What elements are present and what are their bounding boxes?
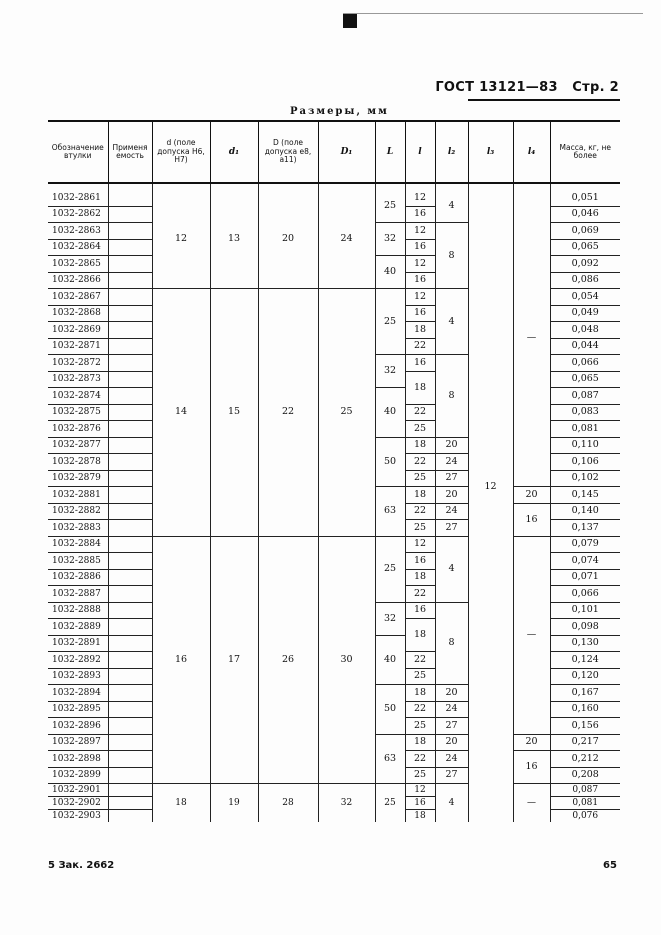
cell-l2: 27 [435,520,468,537]
cell-l4: 20 [513,734,550,751]
cell-l: 22 [405,652,435,669]
applicability-cell [108,553,152,570]
applicability-cell [108,734,152,751]
cell-l2: 20 [435,487,468,504]
applicability-cell [108,520,152,537]
mass-value: 0,071 [550,569,620,586]
part-code: 1032-2868 [48,305,108,322]
part-code: 1032-2892 [48,652,108,669]
cell-l: 18 [405,734,435,751]
mass-value: 0,046 [550,206,620,223]
cell-l: 16 [405,206,435,223]
cell-l4: 16 [513,503,550,536]
cell-l: 25 [405,470,435,487]
order-number: 5 Зак. 2662 [48,860,115,871]
mass-value: 0,065 [550,239,620,256]
spacer-cell [513,183,550,190]
part-code: 1032-2893 [48,668,108,685]
spacer-cell [48,183,108,190]
mass-value: 0,081 [550,797,620,810]
cell-l2: 20 [435,437,468,454]
cell-l4: — [513,536,550,734]
mass-value: 0,065 [550,371,620,388]
cell-l: 25 [375,784,405,823]
part-code: 1032-2874 [48,388,108,405]
cell-l: 18 [405,685,435,702]
cell-l: 63 [375,734,405,784]
applicability-cell [108,718,152,735]
cell-l: 22 [405,454,435,471]
part-code: 1032-2885 [48,553,108,570]
standard-number: ГОСТ 13121—83 [435,80,558,95]
part-code: 1032-2866 [48,272,108,289]
part-code: 1032-2889 [48,619,108,636]
part-code: 1032-2881 [48,487,108,504]
part-code: 1032-2899 [48,767,108,784]
cell-l2: 27 [435,470,468,487]
spacer-cell [258,183,318,190]
applicability-cell [108,206,152,223]
cell-d: 14 [152,289,210,537]
part-code: 1032-2896 [48,718,108,735]
cell-l: 16 [405,553,435,570]
cell-l: 22 [405,404,435,421]
spacer-cell [405,183,435,190]
part-code: 1032-2872 [48,355,108,372]
part-code: 1032-2869 [48,322,108,339]
cell-l: 12 [405,536,435,553]
applicability-cell [108,797,152,810]
cell-l: 16 [405,239,435,256]
mass-value: 0,086 [550,272,620,289]
cell-d: 20 [258,190,318,289]
part-code: 1032-2863 [48,223,108,240]
cell-l: 18 [405,619,435,652]
cell-l2: 27 [435,767,468,784]
mass-value: 0,208 [550,767,620,784]
applicability-cell [108,190,152,206]
applicability-cell [108,223,152,240]
applicability-cell [108,289,152,306]
mass-value: 0,066 [550,586,620,603]
applicability-cell [108,305,152,322]
applicability-cell [108,355,152,372]
applicability-cell [108,437,152,454]
cell-l: 63 [375,487,405,537]
cell-l: 16 [405,602,435,619]
column-header: l [405,121,435,183]
applicability-cell [108,668,152,685]
page-number: 65 [603,860,617,871]
cell-l4: 20 [513,487,550,504]
cell-d: 26 [258,536,318,784]
cell-l2: 20 [435,685,468,702]
column-header: d₁ [210,121,258,183]
part-code: 1032-2864 [48,239,108,256]
cell-l: 25 [405,668,435,685]
mass-value: 0,120 [550,668,620,685]
cell-d: 16 [152,536,210,784]
part-code: 1032-2871 [48,338,108,355]
mass-value: 0,049 [550,305,620,322]
applicability-cell [108,503,152,520]
part-code: 1032-2887 [48,586,108,603]
part-code: 1032-2879 [48,470,108,487]
applicability-cell [108,239,152,256]
spacer-cell [318,183,375,190]
column-header: D (поле допуска e8, a11) [258,121,318,183]
cell-l: 22 [405,503,435,520]
cell-l: 32 [375,355,405,388]
spacer-row [48,183,620,190]
cell-l: 16 [405,797,435,810]
column-header: Обозначение втулки [48,121,108,183]
spacer-cell [210,183,258,190]
part-code: 1032-2884 [48,536,108,553]
cell-l: 40 [375,635,405,685]
mass-value: 0,098 [550,619,620,636]
mass-value: 0,167 [550,685,620,702]
applicability-cell [108,569,152,586]
cell-l: 18 [405,437,435,454]
cell-l: 40 [375,388,405,438]
applicability-cell [108,635,152,652]
cell-d1: 17 [210,536,258,784]
applicability-cell [108,470,152,487]
cell-l: 25 [405,421,435,438]
part-code: 1032-2862 [48,206,108,223]
applicability-cell [108,810,152,823]
cell-l: 32 [375,602,405,635]
spacer-cell [152,183,210,190]
cell-l: 16 [405,272,435,289]
dimensions-table [48,120,620,822]
column-header: l₃ [468,121,513,183]
cell-d1: 30 [318,536,375,784]
applicability-cell [108,338,152,355]
mass-value: 0,110 [550,437,620,454]
cell-l2: 8 [435,355,468,438]
applicability-cell [108,784,152,797]
cell-l: 25 [405,767,435,784]
cell-l2: 4 [435,784,468,823]
column-header: L [375,121,405,183]
cell-l: 12 [405,784,435,797]
applicability-cell [108,388,152,405]
applicability-cell [108,767,152,784]
cell-l2: 4 [435,190,468,223]
mass-value: 0,051 [550,190,620,206]
cell-l: 18 [405,487,435,504]
spacer-cell [108,183,152,190]
applicability-cell [108,256,152,273]
mass-value: 0,156 [550,718,620,735]
cell-l: 25 [405,520,435,537]
applicability-cell [108,421,152,438]
cell-l2: 20 [435,734,468,751]
table-body [48,183,620,822]
mass-value: 0,212 [550,751,620,768]
mass-value: 0,124 [550,652,620,669]
mass-value: 0,083 [550,404,620,421]
cell-l: 50 [375,685,405,735]
part-code: 1032-2897 [48,734,108,751]
cell-l2: 4 [435,289,468,355]
part-code: 1032-2877 [48,437,108,454]
column-header: d (поле допуска H6, H7) [152,121,210,183]
table-header-row [48,121,620,183]
cell-l2: 8 [435,223,468,289]
cell-l2: 24 [435,503,468,520]
part-code: 1032-2865 [48,256,108,273]
applicability-cell [108,404,152,421]
column-header: D₁ [318,121,375,183]
applicability-cell [108,454,152,471]
cell-l: 40 [375,256,405,289]
mass-value: 0,079 [550,536,620,553]
cell-l: 16 [405,305,435,322]
cell-d1: 32 [318,784,375,823]
applicability-cell [108,652,152,669]
mass-value: 0,217 [550,734,620,751]
part-code: 1032-2894 [48,685,108,702]
part-code: 1032-2876 [48,421,108,438]
spacer-cell [435,183,468,190]
cell-l: 22 [405,586,435,603]
spacer-cell [375,183,405,190]
part-code: 1032-2888 [48,602,108,619]
cell-l: 32 [375,223,405,256]
mass-value: 0,066 [550,355,620,372]
cell-l4: — [513,190,550,487]
cell-l: 22 [405,338,435,355]
cell-l3 [468,784,513,823]
cell-l: 18 [405,569,435,586]
cell-l: 16 [405,355,435,372]
applicability-cell [108,586,152,603]
cell-l4: 16 [513,751,550,784]
cell-l3: 12 [468,190,513,784]
cell-l: 18 [405,810,435,823]
cell-l: 12 [405,256,435,273]
table-row [48,784,620,797]
table-caption: Размеры, мм [290,106,389,117]
table-row [48,536,620,553]
cell-d1: 15 [210,289,258,537]
cell-d1: 13 [210,190,258,289]
column-header: Применяемость [108,121,152,183]
mass-value: 0,102 [550,470,620,487]
mass-value: 0,081 [550,421,620,438]
part-code: 1032-2861 [48,190,108,206]
cell-l2: 4 [435,536,468,602]
part-code: 1032-2875 [48,404,108,421]
part-code: 1032-2898 [48,751,108,768]
mass-value: 0,044 [550,338,620,355]
page-label: Стр. 2 [572,80,619,95]
mass-value: 0,069 [550,223,620,240]
mass-value: 0,048 [550,322,620,339]
spacer-cell [550,183,620,190]
applicability-cell [108,619,152,636]
applicability-cell [108,701,152,718]
scan-mark [343,14,357,28]
cell-d: 12 [152,190,210,289]
mass-value: 0,087 [550,388,620,405]
applicability-cell [108,371,152,388]
part-code: 1032-2903 [52,810,101,821]
mass-value: 0,076 [550,810,620,823]
cell-d1: 19 [210,784,258,823]
mass-value: 0,087 [550,784,620,797]
part-code: 1032-2891 [48,635,108,652]
cell-d1: 24 [318,190,375,289]
part-code: 1032-2895 [48,701,108,718]
part-code: 1032-2886 [48,569,108,586]
column-header: l₄ [513,121,550,183]
mass-value: 0,074 [550,553,620,570]
mass-value: 0,137 [550,520,620,537]
cell-l: 18 [405,322,435,339]
applicability-cell [108,751,152,768]
scan-edge-line [343,13,643,14]
cell-l: 12 [405,289,435,306]
applicability-cell [108,602,152,619]
cell-l2: 24 [435,454,468,471]
applicability-cell [108,322,152,339]
cell-l: 50 [375,437,405,487]
cell-l: 25 [375,536,405,602]
cell-l2: 24 [435,701,468,718]
cell-l: 25 [375,190,405,223]
applicability-cell [108,272,152,289]
document-header [435,80,619,95]
part-code: 1032-2901 [48,784,108,797]
part-code: 1032-2873 [48,371,108,388]
mass-value: 0,106 [550,454,620,471]
cell-d: 22 [258,289,318,537]
part-code: 1032-2878 [48,454,108,471]
mass-value: 0,145 [550,487,620,504]
cell-d: 28 [258,784,318,823]
column-header: Масса, кг, не более [550,121,620,183]
cell-d: 18 [152,784,210,823]
cell-l: 22 [405,751,435,768]
part-code: 1032-2882 [48,503,108,520]
cell-l: 25 [375,289,405,355]
part-code: 1032-2867 [48,289,108,306]
cell-l4: — [513,784,550,823]
cell-l: 22 [405,701,435,718]
cell-l2: 8 [435,602,468,685]
cell-l2: 24 [435,751,468,768]
applicability-cell [108,487,152,504]
mass-value: 0,054 [550,289,620,306]
part-code: 1032-2902 [48,797,108,810]
column-header: l₂ [435,121,468,183]
applicability-cell [108,536,152,553]
cell-d1: 25 [318,289,375,537]
cell-l: 18 [405,371,435,404]
mass-value: 0,101 [550,602,620,619]
spacer-cell [468,183,513,190]
mass-value: 0,160 [550,701,620,718]
cell-l2: 27 [435,718,468,735]
part-code: 1032-2883 [48,520,108,537]
mass-value: 0,092 [550,256,620,273]
applicability-cell [108,685,152,702]
cell-l: 12 [405,223,435,240]
mass-value: 0,140 [550,503,620,520]
table-row [48,190,620,206]
mass-value: 0,130 [550,635,620,652]
header-rule [468,99,620,101]
cell-l: 25 [405,718,435,735]
cell-l: 12 [405,190,435,206]
